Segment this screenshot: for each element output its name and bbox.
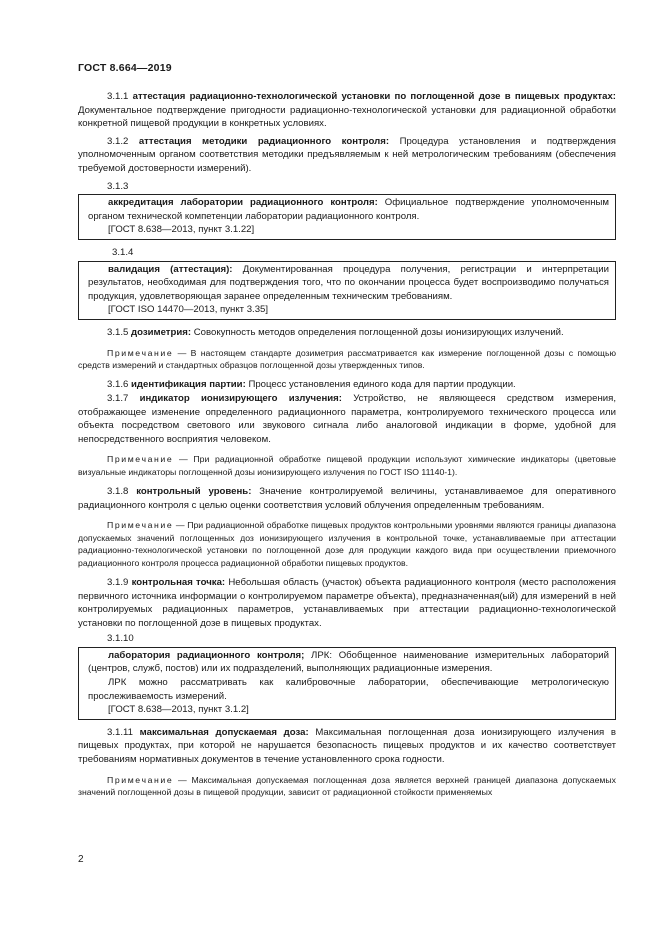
clause-term: индикатор ионизирующего излучения: xyxy=(139,392,342,404)
term-box-3-1-4 xyxy=(78,261,616,320)
clause-definition: Документальное подтверждение пригодности радиационно-технологической установки для радиационной обработки конкретной пищевой продукции в конкретных условиях. xyxy=(78,104,616,130)
clause-number: 3.1.8 xyxy=(107,486,129,498)
clause-3-1-9 xyxy=(78,576,616,630)
clause-term: идентификация партии: xyxy=(131,379,246,391)
note-text: — В настоящем стандарте дозиметрия рассматривается как измерение поглощенной дозы с помощью средств измерений и стандартных образцов поглощенной дозы утвержденных типов. xyxy=(78,347,616,370)
term-box-3-1-3 xyxy=(78,194,616,240)
clause-definition: Процедура установления и подтверждения уполномоченным органом соответствия методики предъявляемым к ней метрологическим требованиям (обеспечения требуемой достоверности измерений). xyxy=(78,135,616,174)
note-text: — Максимальная допускаемая поглощенная доза является верхней границей диапазона допускаемых значений поглощенной дозы в пищевой продукции, зависит от радиационной стойкости применяемых xyxy=(78,774,616,798)
clause-number: 3.1.6 xyxy=(107,379,129,391)
clause-number: 3.1.2 xyxy=(107,135,129,147)
clause-number: 3.1.5 xyxy=(107,326,129,338)
clause-definition: Максимальная поглощенная доза ионизирующего излучения в пищевых продуктах, при которой не нарушается безопасность пищевых продуктов и их качество соответствует требованиям нормативных документов в течение установленного срока годности. xyxy=(78,726,616,766)
note-3-1-11 xyxy=(78,774,616,799)
clause-definition: Небольшая область (участок) объекта радиационного контроля (место расположения первичного источника информации о контролируемом параметре объекта), предназначенная(ый) для измерений в ней контролируемых радиационных параметров, устанавливаемых при аттестации радиационно-технологической установки по поглощенной дозе в пищевых продуктах. xyxy=(78,576,616,629)
clause-number: 3.1.1 xyxy=(107,91,129,102)
clause-term: контрольная точка: xyxy=(131,576,226,588)
clause-number: 3.1.11 xyxy=(107,726,133,738)
note-label: Примечание xyxy=(107,347,174,358)
note-label: Примечание xyxy=(107,454,174,465)
clause-3-1-5 xyxy=(78,326,616,340)
note-label: Примечание xyxy=(107,520,174,531)
clause-definition: Устройство, не являющееся средством измерения, отображающее изменение определенного радиационного параметра, контролируемого технического процесса или объекта посредством светового или звукового сигнала либо аналоговой индикации в форме, удобной для непосредственного восприятия человеком. xyxy=(78,392,616,445)
note-3-1-7 xyxy=(78,453,616,478)
clause-definition: ЛРК: Обобщенное наименование измерительных лабораторий (центров, служб, постов) или их подразделений, выполняющих радиационные измерения. xyxy=(88,649,609,675)
clause-3-1-2 xyxy=(78,135,616,176)
clause-number-3-1-10: 3.1.10 xyxy=(107,633,134,645)
page-number: 2 xyxy=(78,854,84,865)
clause-term: валидация (аттестация): xyxy=(108,263,233,275)
clause-3-1-8 xyxy=(78,485,616,512)
clause-definition: Значение контролируемой величины, устанавливаемое для оперативного радиационного контроля с целью оценки соответствия условий облучения определенным требованиям. xyxy=(78,486,616,511)
source-reference: [ГОСТ 8.638—2013, пункт 3.1.22] xyxy=(108,224,255,236)
clause-number-3-1-4: 3.1.4 xyxy=(112,246,134,258)
note-text: — При радиационной обработке пищевой продукции используют химические индикаторы (цветовые визуальные индикаторы поглощенной дозы ионизирующего излучения по ГОСТ ISO 11140-1). xyxy=(78,454,616,477)
clause-term: максимальная допускаемая доза: xyxy=(139,726,309,738)
clause-number-3-1-3: 3.1.3 xyxy=(107,180,129,192)
clause-term: аккредитация лаборатории радиационного контроля: xyxy=(108,197,378,209)
clause-3-1-7 xyxy=(78,392,616,446)
clause-term: аттестация методики радиационного контроля: xyxy=(138,135,390,147)
clause-3-1-1 xyxy=(78,90,616,131)
clause-term: лаборатория радиационного контроля; xyxy=(108,649,305,661)
clause-number: 3.1.9 xyxy=(107,576,129,588)
document-body xyxy=(78,90,616,805)
clause-term: аттестация радиационно-технологической установки по поглощенной дозе в пищевых продуктах: xyxy=(132,91,617,102)
note-text: — При радиационной обработке пищевых продуктов контрольными уровнями являются границы диапазона допускаемых значений поглощенных доз ионизирующего излучения в контрольной точке, устанавливаемые при аттестации радиационно-технологической установки по поглощенной дозе для продукции каждого вида при осуществлении приемочного радиационного контроля процесса радиационной обработки пищевых продуктов. xyxy=(78,520,616,568)
clause-3-1-6 xyxy=(78,378,616,392)
clause-3-1-4 xyxy=(88,263,609,304)
clause-term: контрольный уровень: xyxy=(136,486,252,498)
source-reference: [ГОСТ ISO 14470—2013, пункт 3.35] xyxy=(108,304,269,316)
note-label: Примечание xyxy=(107,774,174,785)
clause-3-1-10 xyxy=(88,649,609,676)
clause-definition: Официальное подтверждение уполномоченным органом технической компетенции лаборатории радиационного контроля. xyxy=(88,197,610,222)
clause-definition: Процесс установления единого кода для партии продукции. xyxy=(248,379,516,391)
clause-definition: Совокупность методов определения поглощенной дозы ионизирующих излучений. xyxy=(193,326,564,338)
source-reference: [ГОСТ 8.638—2013, пункт 3.1.2] xyxy=(108,704,249,716)
clause-term: дозиметрия: xyxy=(131,326,192,338)
term-box-3-1-10 xyxy=(78,647,616,720)
note-3-1-5 xyxy=(78,347,616,372)
clause-definition: Документированная процедура получения, регистрации и интерпретации результатов, необходимая для подтверждения того, что по окончании процесса будет воспроизводимо получаться продукция, удовлетворяющая заранее определенным техническим требованиям. xyxy=(88,263,610,302)
document-header: ГОСТ 8.664—2019 xyxy=(78,62,172,74)
clause-number: 3.1.7 xyxy=(107,392,129,404)
clause-definition-extra: ЛРК можно рассматривать как калибровочные лаборатории, обеспечивающие метрологическую прослеживаемость измерений. xyxy=(88,677,609,702)
clause-3-1-11 xyxy=(78,726,616,767)
note-3-1-8 xyxy=(78,519,616,569)
clause-3-1-3 xyxy=(88,196,609,223)
